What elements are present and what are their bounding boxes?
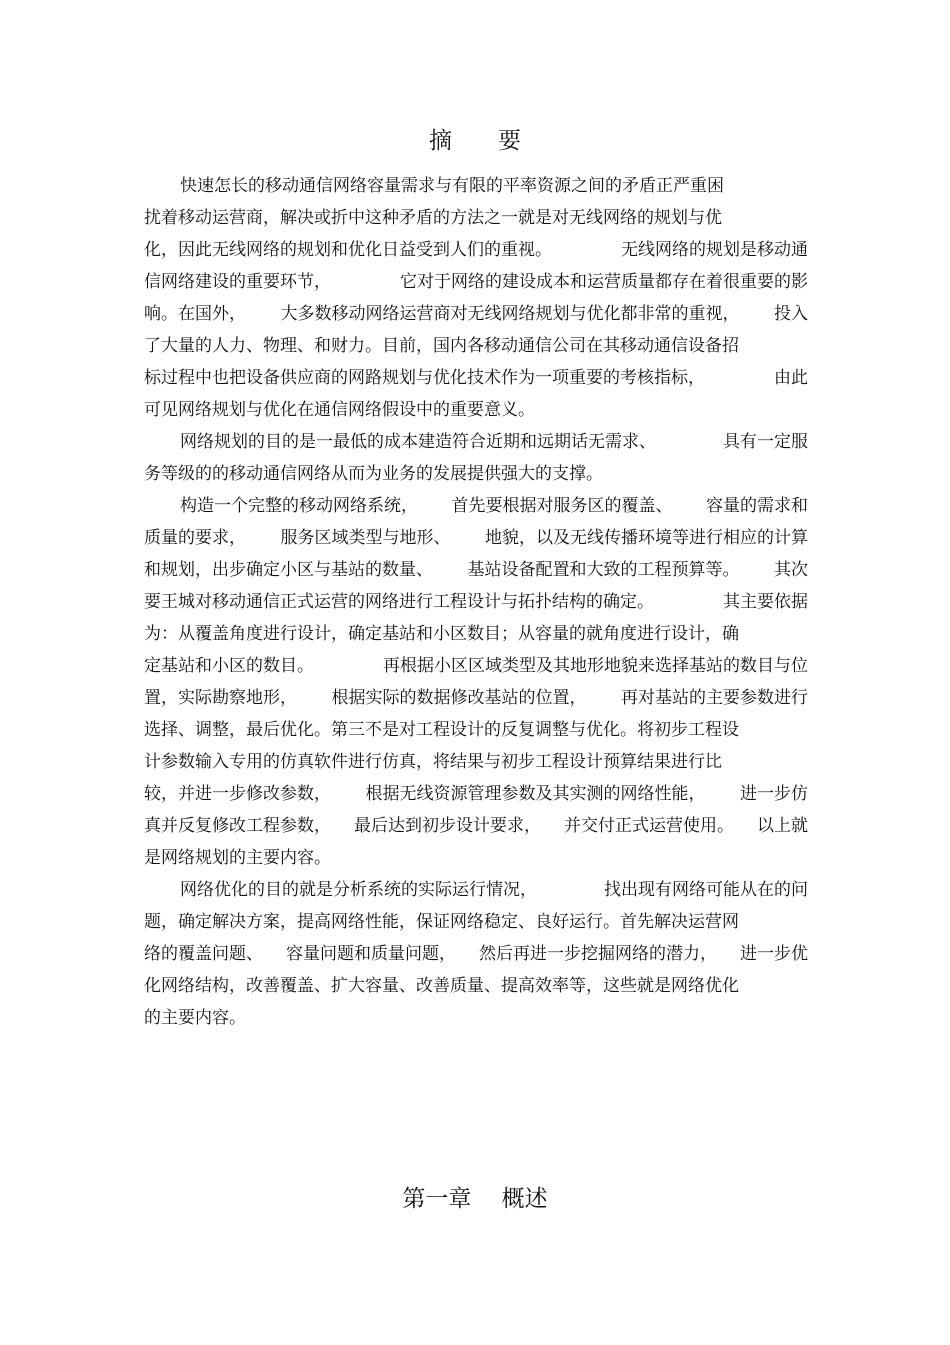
- text-segment: 根据实际的数据修改基站的位置，: [331, 688, 587, 708]
- text-line: [144, 714, 808, 746]
- text-segment: 其次: [774, 560, 808, 580]
- text-line: [144, 682, 808, 714]
- abstract-title: 摘 要: [429, 128, 521, 154]
- text-segment: 找出现有网络可能从在的问: [604, 880, 808, 900]
- text-segment: 网络规划的目的是一最低的成本建造符合近期和远期话无需求、: [180, 432, 656, 452]
- text-segment: 它对于网络的建设成本和运营质量都存在着很重要的影: [400, 272, 808, 292]
- text-segment: 再根据小区区域类型及其地形地貌来选择基站的数目与位: [383, 656, 808, 676]
- text-line: [144, 746, 808, 778]
- text-segment: 首先要根据对服务区的覆盖、: [451, 496, 673, 516]
- text-segment: 真并反复修改工程参数，: [144, 816, 331, 836]
- text-line: [144, 170, 808, 202]
- text-segment: 较，并进一步修改参数，: [144, 784, 331, 804]
- text-segment: 再对基站的主要参数进行: [621, 688, 808, 708]
- text-segment: 以上就: [757, 816, 808, 836]
- chapter-title: 第一章 概述: [402, 1186, 548, 1212]
- text-segment: 网络优化的目的就是分析系统的实际运行情况，: [180, 880, 537, 900]
- text-line: [144, 522, 808, 554]
- text-segment: 具有一定服: [723, 432, 808, 452]
- text-line: [144, 970, 808, 1002]
- text-line: [144, 458, 808, 490]
- text-line: [144, 298, 808, 330]
- text-segment: 定基站和小区的数目。: [144, 656, 314, 676]
- text-segment: 大多数移动网络运营商对无线网络规划与优化都非常的重视，: [280, 304, 740, 324]
- text-segment: 根据无线资源管理参数及其实测的网络性能，: [365, 784, 706, 804]
- text-segment: 基站设备配置和大致的工程预算等。: [467, 560, 740, 580]
- text-line: [144, 330, 808, 362]
- text-line: [144, 906, 808, 938]
- text-segment: 了大量的人力、物理、和财力。目前，国内各移动通信公司在其移动通信设备招: [144, 336, 739, 356]
- text-segment: 化网络结构，改善覆盖、扩大容量、改善质量、提高效率等，这些就是网络优化: [144, 976, 739, 996]
- text-segment: 无线网络的规划是移动通: [621, 240, 808, 260]
- text-segment: 其主要依据: [723, 592, 808, 612]
- text-segment: 质量的要求，: [144, 528, 246, 548]
- text-line: [144, 490, 808, 522]
- text-line: [144, 842, 808, 874]
- text-line: [144, 586, 808, 618]
- text-segment: 信网络建设的重要环节，: [144, 272, 331, 292]
- text-segment: 务等级的的移动通信网络从而为业务的发展提供强大的支撑。: [144, 464, 603, 484]
- text-segment: 扰着移动运营商，解决或折中这种矛盾的方法之一就是对无线网络的规划与优: [144, 208, 722, 228]
- text-segment: 进一步仿: [740, 784, 808, 804]
- text-segment: 服务区域类型与地形、: [280, 528, 451, 548]
- abstract-body: [144, 170, 808, 1034]
- text-line: [144, 554, 808, 586]
- text-line: [144, 778, 808, 810]
- text-segment: 标过程中也把设备供应商的网路规划与优化技术作为一项重要的考核指标，: [144, 368, 705, 388]
- text-segment: 的主要内容。: [144, 1008, 246, 1028]
- text-line: [144, 1002, 808, 1034]
- text-line: [144, 810, 808, 842]
- text-segment: 题，确定解决方案，提高网络性能，保证网络稳定、良好运行。首先解决运营网: [144, 912, 739, 932]
- text-segment: 容量的需求和: [706, 496, 808, 516]
- text-line: [144, 394, 808, 426]
- text-segment: 然后再进一步挖掘网络的潜力，: [479, 944, 717, 964]
- text-line: [144, 650, 808, 682]
- text-segment: 置，实际勘察地形，: [144, 688, 297, 708]
- text-segment: 络的覆盖问题、: [144, 944, 263, 964]
- text-segment: 并交付正式运营使用。: [564, 816, 734, 836]
- text-segment: 选择、调整，最后优化。第三不是对工程设计的反复调整与优化。将初步工程设: [144, 720, 739, 740]
- text-line: [144, 938, 808, 970]
- text-segment: 为：从覆盖角度进行设计，确定基站和小区数目；从容量的就角度进行设计，确: [144, 624, 739, 644]
- text-segment: 和规划，出步确定小区与基站的数量、: [144, 560, 433, 580]
- text-segment: 是网络规划的主要内容。: [144, 848, 331, 868]
- text-segment: 构造一个完整的移动网络系统，: [180, 496, 418, 516]
- text-segment: 计参数输入专用的仿真软件进行仿真，将结果与初步工程设计预算结果进行比: [144, 752, 722, 772]
- text-line: [144, 266, 808, 298]
- text-line: [144, 618, 808, 650]
- text-line: [144, 426, 808, 458]
- text-segment: 要王城对移动通信正式运营的网络进行工程设计与拓扑结构的确定。: [144, 592, 654, 612]
- text-segment: 快速怎长的移动通信网络容量需求与有限的平率资源之间的矛盾正严重困: [180, 176, 724, 196]
- text-segment: 由此: [774, 368, 808, 388]
- text-segment: 响。在国外，: [144, 304, 246, 324]
- text-segment: 最后达到初步设计要求，: [354, 816, 541, 836]
- text-line: [144, 874, 808, 906]
- text-line: [144, 362, 808, 394]
- text-segment: 可见网络规划与优化在通信网络假设中的重要意义。: [144, 400, 535, 420]
- text-segment: 化，因此无线网络的规划和优化日益受到人们的重视。: [144, 240, 552, 260]
- text-segment: 投入: [774, 304, 808, 324]
- text-segment: 地貌，以及无线传播环境等进行相应的计算: [485, 528, 808, 548]
- text-line: [144, 202, 808, 234]
- text-segment: 进一步优: [740, 944, 808, 964]
- text-segment: 容量问题和质量问题，: [286, 944, 456, 964]
- text-line: [144, 234, 808, 266]
